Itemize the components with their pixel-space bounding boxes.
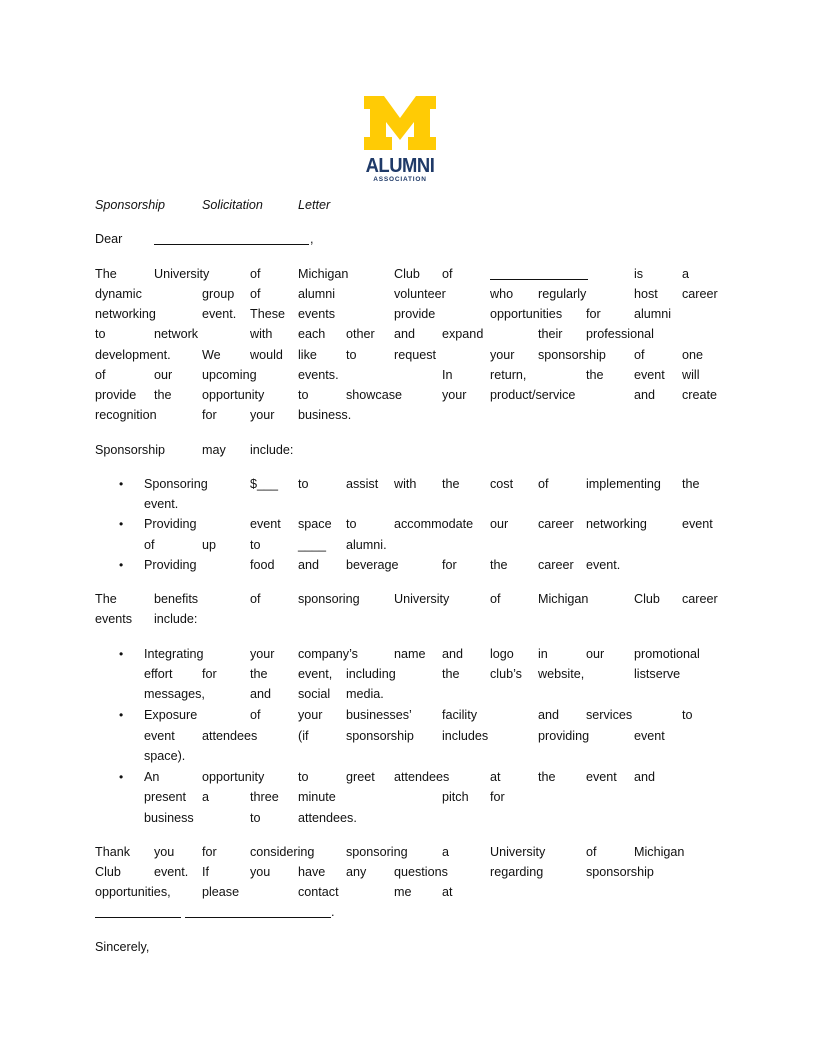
word: messages, <box>144 687 205 701</box>
club-name-blank[interactable] <box>490 267 588 283</box>
word: space <box>298 517 332 531</box>
word: career <box>682 287 718 301</box>
word: An <box>144 770 160 784</box>
word: of <box>586 845 597 859</box>
word: including <box>346 667 396 681</box>
word: events <box>298 307 336 321</box>
word: to <box>95 327 106 341</box>
word: one <box>682 348 704 362</box>
word: minute <box>298 790 336 804</box>
word: the <box>490 558 508 572</box>
word: expand <box>442 327 484 341</box>
word: services <box>586 708 633 722</box>
word: of <box>250 592 261 606</box>
word: opportunity <box>202 770 265 784</box>
word: our <box>490 517 509 531</box>
word: of <box>250 708 261 722</box>
title-word: Letter <box>298 198 331 212</box>
word: professional <box>586 327 654 341</box>
word: sponsorship <box>346 729 414 743</box>
word: network <box>154 327 199 341</box>
word: event. <box>144 497 179 511</box>
word: our <box>154 368 173 382</box>
word: may <box>202 443 226 457</box>
word: create <box>682 388 718 402</box>
word: promotional <box>634 647 700 661</box>
word: include: <box>250 443 294 457</box>
word: for <box>202 667 217 681</box>
bullet-icon: • <box>119 647 124 661</box>
word: return, <box>490 368 527 382</box>
word: event. <box>586 558 621 572</box>
word: attendees <box>394 770 450 784</box>
word: event, <box>298 667 333 681</box>
word: upcoming <box>202 368 257 382</box>
title-word: Sponsorship <box>95 198 166 212</box>
word: Sponsoring <box>144 477 208 491</box>
word: and <box>634 388 656 402</box>
word: business <box>144 811 194 825</box>
word: a <box>202 790 210 804</box>
word: of <box>490 592 501 606</box>
word: a <box>442 845 450 859</box>
word: sponsorship <box>586 865 654 879</box>
word: the <box>586 368 604 382</box>
word: event <box>634 729 665 743</box>
word: and <box>298 558 320 572</box>
word: $___ <box>250 477 279 491</box>
word: include: <box>154 612 198 626</box>
word: to <box>298 770 309 784</box>
word: Thank <box>95 845 131 859</box>
word: dynamic <box>95 287 142 301</box>
bullet-icon: • <box>119 770 124 784</box>
word: includes <box>442 729 489 743</box>
word: up <box>202 538 217 552</box>
word: with <box>250 327 273 341</box>
word: name <box>394 647 426 661</box>
word: for <box>202 845 217 859</box>
word: If <box>202 865 209 879</box>
word: greet <box>346 770 375 784</box>
word: website, <box>538 667 585 681</box>
word: cost <box>490 477 514 491</box>
word: for <box>586 307 601 321</box>
word: career <box>538 517 574 531</box>
word: of <box>144 538 155 552</box>
word: recognition <box>95 408 157 422</box>
word: to <box>682 708 693 722</box>
contact-name-blank[interactable] <box>95 905 181 921</box>
word: networking <box>95 307 156 321</box>
word: questions <box>394 865 448 879</box>
word: me <box>394 885 412 899</box>
word: regularly <box>538 287 587 301</box>
word: opportunity <box>202 388 265 402</box>
word: your <box>298 708 323 722</box>
word: provide <box>95 388 137 402</box>
word: and <box>634 770 656 784</box>
word: other <box>346 327 375 341</box>
word: Michigan <box>634 845 685 859</box>
word: assist <box>346 477 379 491</box>
word: Club <box>634 592 660 606</box>
word: providing <box>538 729 590 743</box>
block-m-icon <box>362 94 438 152</box>
word: University <box>490 845 546 859</box>
word: logo <box>490 647 514 661</box>
logo-subtitle: ASSOCIATION <box>373 176 427 183</box>
word: food <box>250 558 275 572</box>
word: attendees. <box>298 811 357 825</box>
word: effort <box>144 667 173 681</box>
word: University <box>154 267 210 281</box>
word: you <box>154 845 175 859</box>
word: facility <box>442 708 477 722</box>
word: of <box>250 287 261 301</box>
word: accommodate <box>394 517 474 531</box>
word: alumni. <box>346 538 387 552</box>
comma: , <box>310 232 314 246</box>
word: is <box>634 267 644 281</box>
word: events. <box>298 368 339 382</box>
word: event <box>586 770 617 784</box>
title-word: Solicitation <box>202 198 263 212</box>
word: your <box>250 647 275 661</box>
word: career <box>682 592 718 606</box>
word: event <box>250 517 281 531</box>
word: regarding <box>490 865 544 879</box>
word: of <box>442 267 453 281</box>
word: Integrating <box>144 647 204 661</box>
word: at <box>490 770 501 784</box>
word: The <box>95 592 117 606</box>
word: opportunities, <box>95 885 171 899</box>
word: social <box>298 687 331 701</box>
word: showcase <box>346 388 403 402</box>
word: benefits <box>154 592 199 606</box>
word: event. <box>154 865 189 879</box>
word: These <box>250 307 286 321</box>
bullet-icon: • <box>119 708 124 722</box>
bullet-icon: • <box>119 558 124 572</box>
word: to <box>346 517 357 531</box>
word: would <box>250 348 283 362</box>
word: the <box>682 477 700 491</box>
word: event <box>144 729 175 743</box>
word: for <box>202 408 217 422</box>
word: will <box>682 368 700 382</box>
word: career <box>538 558 574 572</box>
word: event <box>682 517 713 531</box>
word: the <box>442 477 460 491</box>
word: The <box>95 267 117 281</box>
word: to <box>346 348 357 362</box>
word: and <box>250 687 272 701</box>
word: group <box>202 287 235 301</box>
word: listserve <box>634 667 681 681</box>
word: the <box>442 667 460 681</box>
word: alumni <box>634 307 672 321</box>
word: your <box>490 348 515 362</box>
word: of <box>95 368 106 382</box>
word: attendees <box>202 729 258 743</box>
word: In <box>442 368 453 382</box>
word: request <box>394 348 437 362</box>
word: at <box>442 885 453 899</box>
word: business. <box>298 408 352 422</box>
word: and <box>538 708 560 722</box>
word: event <box>634 368 665 382</box>
word: We <box>202 348 221 362</box>
word: have <box>298 865 326 879</box>
word: and <box>394 327 416 341</box>
word: space). <box>144 749 186 763</box>
word: pitch <box>442 790 469 804</box>
word: Providing <box>144 517 197 531</box>
word: sponsoring <box>298 592 360 606</box>
word: event. <box>202 307 237 321</box>
word: three <box>250 790 279 804</box>
word: please <box>202 885 240 899</box>
word: media. <box>346 687 384 701</box>
word: who <box>490 287 514 301</box>
word: present <box>144 790 187 804</box>
word: events <box>95 612 133 626</box>
word: Club <box>394 267 420 281</box>
word: of <box>250 267 261 281</box>
word: Sponsorship <box>95 443 166 457</box>
logo-word: ALUMNI <box>365 155 435 177</box>
word: to <box>298 388 309 402</box>
word: the <box>154 388 172 402</box>
word: sponsoring <box>346 845 408 859</box>
bullet-icon: • <box>119 477 124 491</box>
word: product/service <box>490 388 576 402</box>
word: to <box>250 811 261 825</box>
period: . <box>331 905 335 919</box>
word: the <box>538 770 556 784</box>
word: networking <box>586 517 647 531</box>
word: host <box>634 287 658 301</box>
word: our <box>586 647 605 661</box>
word: for <box>442 558 457 572</box>
word: sponsorship <box>538 348 606 362</box>
word: contact <box>298 885 339 899</box>
word: your <box>250 408 275 422</box>
word: company’s <box>298 647 358 661</box>
word: club’s <box>490 667 522 681</box>
word: Michigan <box>298 267 349 281</box>
recipient-blank[interactable] <box>154 232 309 248</box>
word: alumni <box>298 287 336 301</box>
word: volunteer <box>394 287 446 301</box>
bullet-icon: • <box>119 517 124 531</box>
word: any <box>346 865 367 879</box>
word: and <box>442 647 464 661</box>
word: in <box>538 647 548 661</box>
word: of <box>634 348 645 362</box>
contact-email-blank[interactable] <box>185 905 331 921</box>
word: a <box>682 267 690 281</box>
word: your <box>442 388 467 402</box>
word: implementing <box>586 477 661 491</box>
word: Exposure <box>144 708 198 722</box>
word: businesses’ <box>346 708 412 722</box>
alumni-association-logo <box>362 94 438 184</box>
word: opportunities <box>490 307 563 321</box>
word: considering <box>250 845 315 859</box>
word: with <box>394 477 417 491</box>
word: the <box>250 667 268 681</box>
word: to <box>298 477 309 491</box>
word: you <box>250 865 271 879</box>
word: (if <box>298 729 309 743</box>
word: their <box>538 327 563 341</box>
word: University <box>394 592 450 606</box>
word: of <box>538 477 549 491</box>
word: each <box>298 327 326 341</box>
word: for <box>490 790 505 804</box>
word: to <box>250 538 261 552</box>
word: ____ <box>298 538 327 552</box>
signoff: Sincerely, <box>95 940 150 954</box>
salutation: Dear <box>95 232 123 246</box>
word: provide <box>394 307 436 321</box>
word: Providing <box>144 558 197 572</box>
word: Club <box>95 865 121 879</box>
word: development. <box>95 348 171 362</box>
word: Michigan <box>538 592 589 606</box>
word: like <box>298 348 317 362</box>
word: beverage <box>346 558 399 572</box>
